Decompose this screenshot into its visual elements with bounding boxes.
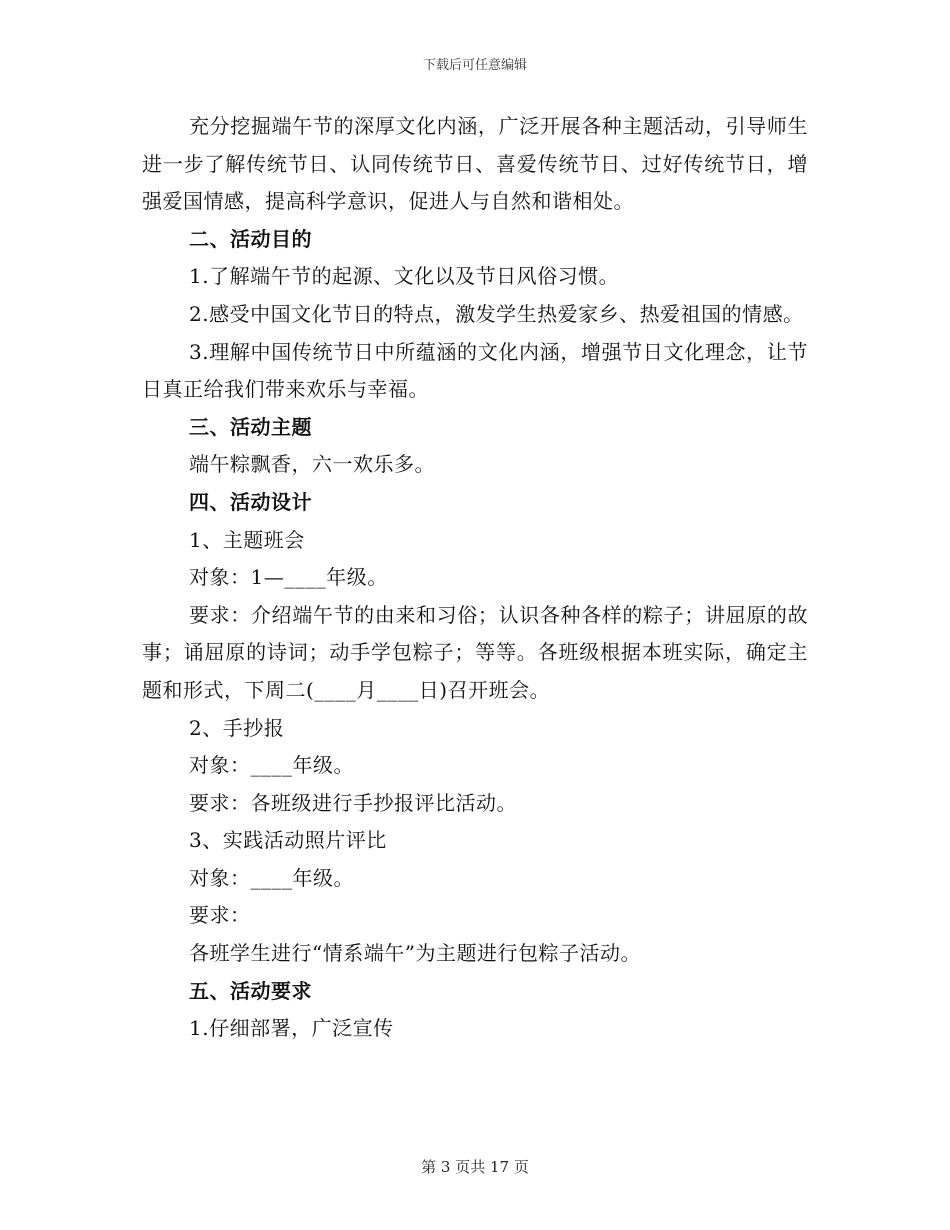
page-footer: 第 3 页共 17 页 bbox=[421, 1158, 529, 1176]
section-heading-requirements: 五、活动要求 bbox=[189, 978, 312, 1003]
page-header: 下载后可任意编辑 bbox=[422, 58, 527, 73]
goal-item-1: 1.了解端午节的起源、文化以及节日风俗习惯。 bbox=[189, 264, 620, 289]
section-heading-theme: 三、活动主题 bbox=[189, 414, 312, 439]
activity-1-target: 对象：1—____年级。 bbox=[189, 565, 388, 590]
section-heading-goals: 二、活动目的 bbox=[189, 226, 312, 251]
section-heading-design: 四、活动设计 bbox=[189, 489, 312, 514]
activity-1-title: 1、主题班会 bbox=[189, 527, 305, 552]
activity-2-title: 2、手抄报 bbox=[189, 715, 285, 740]
activity-3-requirements: 各班学生进行“情系端午”为主题进行包粽子活动。 bbox=[189, 941, 641, 966]
requirement-item-1: 1.仔细部署，广泛宣传 bbox=[189, 1016, 394, 1041]
activity-2-requirements: 要求：各班级进行手抄报评比活动。 bbox=[189, 790, 517, 815]
goal-item-2: 2.感受中国文化节日的特点，激发学生热爱家乡、热爱祖国的情感。 bbox=[189, 301, 804, 326]
document-body bbox=[142, 108, 808, 1048]
activity-3-title: 3、实践活动照片评比 bbox=[189, 828, 387, 853]
activity-1-requirements: 要求：介绍端午节的由来和习俗；认识各种各样的粽子；讲屈原的故事；诵屈原的诗词；动手学包粽子；等等。各班级根据本班实际，确定主题和形式，下周二(____月____日)召开班会。 bbox=[142, 602, 808, 702]
intro-paragraph: 充分挖掘端午节的深厚文化内涵，广泛开展各种主题活动，引导师生进一步了解传统节日、认同传统节日、喜爱传统节日、过好传统节日，增强爱国情感，提高科学意识，促进人与自然和谐相处。 bbox=[142, 114, 808, 214]
activity-3-target: 对象：____年级。 bbox=[189, 865, 354, 890]
activity-3-requirements-label: 要求： bbox=[189, 903, 251, 928]
activity-2-target: 对象：____年级。 bbox=[189, 753, 354, 778]
goal-item-3: 3.理解中国传统节日中所蕴涵的文化内涵，增强节日文化理念，让节日真正给我们带来欢乐与幸福。 bbox=[142, 339, 808, 402]
theme-paragraph: 端午粽飘香，六一欢乐多。 bbox=[189, 452, 435, 477]
